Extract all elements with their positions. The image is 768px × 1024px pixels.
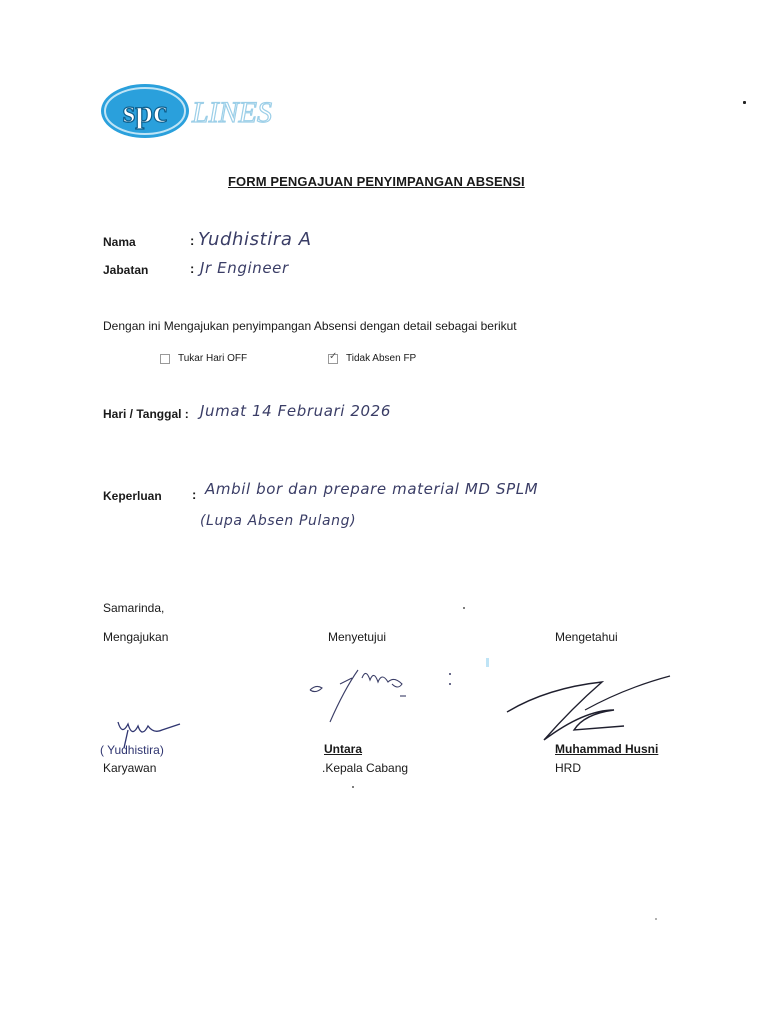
option-tidak-absen-fp	[328, 350, 417, 364]
jabatan-colon: :	[190, 261, 195, 276]
scan-speck	[743, 101, 746, 104]
logo-suffix: LINES	[192, 96, 273, 129]
spc-lines-logo	[100, 82, 315, 140]
option-label: Tidak Absen FP	[346, 353, 417, 364]
signer-role-kepala-cabang: .Kepala Cabang	[322, 761, 409, 775]
heading-mengajukan: Mengajukan	[103, 630, 169, 644]
hari-tanggal-value: Jumat 14 Februari 2026	[200, 402, 391, 420]
checkmark-icon: ✓	[329, 350, 338, 362]
jabatan-value: Jr Engineer	[200, 259, 289, 277]
signer-name-kepala-cabang: Untara	[324, 742, 363, 756]
scan-speck	[463, 607, 465, 609]
signer-name-hrd: Muhammad Husni	[555, 742, 659, 756]
option-label: Tukar Hari OFF	[178, 353, 248, 364]
keperluan-colon: :	[192, 487, 197, 502]
hari-tanggal-label: Hari / Tanggal :	[103, 407, 189, 421]
heading-menyetujui: Menyetujui	[328, 630, 387, 644]
nama-colon: :	[190, 233, 195, 248]
jabatan-label: Jabatan	[103, 263, 149, 277]
form-title: FORM PENGAJUAN PENYIMPANGAN ABSENSI	[228, 174, 525, 189]
signature-kepala-cabang	[300, 662, 460, 732]
logo-brand: spc	[122, 93, 168, 129]
keperluan-line-1: Ambil bor dan prepare material MD SPLM	[205, 480, 539, 498]
checkbox-tukar-hari-off	[160, 354, 170, 364]
checkbox-tidak-absen-fp	[328, 350, 338, 364]
heading-mengetahui: Mengetahui	[555, 630, 618, 644]
scan-speck	[655, 918, 657, 920]
signer-role-karyawan: Karyawan	[103, 761, 157, 775]
option-tukar-hari-off	[160, 353, 247, 364]
signature-hrd	[505, 672, 675, 744]
scan-speck	[352, 786, 354, 788]
intro-text: Dengan ini Mengajukan penyimpangan Absensi dengan detail sebagai berikut	[103, 319, 517, 333]
signer-name-karyawan: ( Yudhistira)	[100, 743, 164, 757]
nama-label: Nama	[103, 235, 136, 249]
keperluan-line-2: (Lupa Absen Pulang)	[200, 513, 357, 529]
keperluan-label: Keperluan	[103, 489, 162, 503]
place-text: Samarinda,	[103, 601, 165, 615]
nama-value: Yudhistira A	[198, 229, 312, 250]
scan-speck	[486, 658, 489, 667]
signer-role-hrd: HRD	[555, 761, 581, 775]
